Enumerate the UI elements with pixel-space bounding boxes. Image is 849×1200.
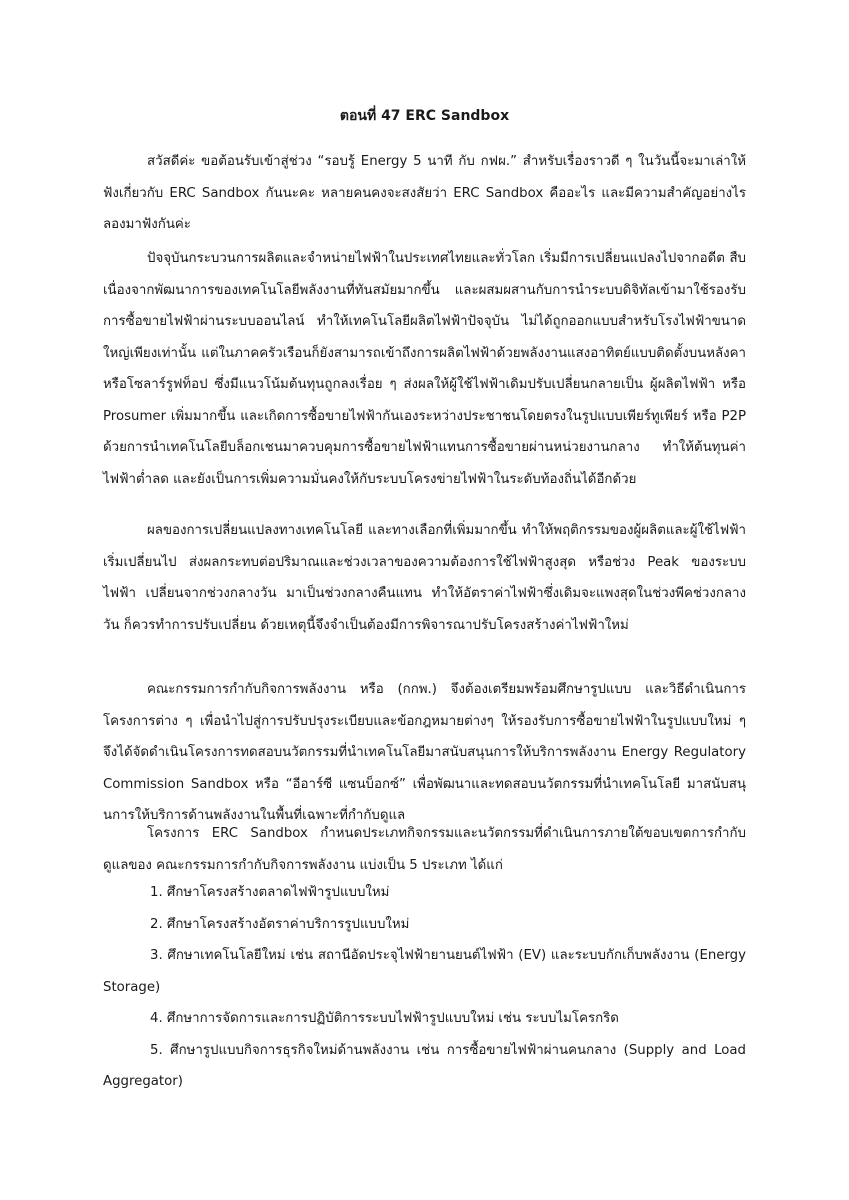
paragraph-intro: สวัสดีค่ะ ขอต้อนรับเข้าสู่ช่วง “รอบรู้ Energy 5 นาที กับ กฟผ.” สำหรับเรื่องราวดี ๆ ในวันนี้จะมาเล่าให้ฟังเกี่ยวกับ ERC Sandbox กันนะคะ หลายคนคงจะสงสัยว่า ERC Sandbox คืออะไร และมีความสำคัญอย่างไร ลองมาฟังกันค่ะ xyxy=(103,154,746,232)
paragraph-erc-sandbox-scope: โครงการ ERC Sandbox กำหนดประเภทกิจกรรมและนวัตกรรมที่ดำเนินการภายใต้ขอบเขตการกำกับดูแลของ คณะกรรมการกำกับกิจการพลังงาน แบ่งเป็น 5 ประเภท ได้แก่ xyxy=(103,826,746,873)
list-item: 1. ศึกษาโครงสร้างตลาดไฟฟ้ารูปแบบใหม่ xyxy=(150,885,390,900)
list-item: 2. ศึกษาโครงสร้างอัตราค่าบริการรูปแบบใหม่ xyxy=(150,916,410,932)
paragraph-impact: ผลของการเปลี่ยนแปลงทางเทคโนโลยี และทางเลือกที่เพิ่มมากขึ้น ทำให้พฤติกรรมของผู้ผลิตและผู้ใช้ไฟฟ้าเริ่มเปลี่ยนไป ส่งผลกระทบต่อปริมาณและช่วงเวลาของความต้องการใช้ไฟฟ้าสูงสุด หรือช่วง Peak ของระบบไฟฟ้า เปลี่ยนจากช่วงกลางวัน มาเป็นช่วงกลางคืนแทน ทำให้อัตราค่าไฟฟ้าซึ่งเดิมจะแพงสุดในช่วงพีคช่วงกลางวัน ก็ควรทำการปรับเปลี่ยน ด้วยเหตุนี้จึงจำเป็นต้องมีการพิจารณาปรับโครงสร้างค่าไฟฟ้าใหม่ xyxy=(103,523,746,633)
list-item: 3. ศึกษาเทคโนโลยีใหม่ เช่น สถานีอัดประจุไฟฟ้ายานยนต์ไฟฟ้า (EV) และระบบกักเก็บพลังงาน (Energy Storage) xyxy=(103,948,746,995)
list-item: 5. ศึกษารูปแบบกิจการธุรกิจใหม่ด้านพลังงาน เช่น การซื้อขายไฟฟ้าผ่านคนกลาง (Supply and Load Aggregator) xyxy=(103,1042,746,1089)
paragraph-erc-commission: คณะกรรมการกำกับกิจการพลังงาน หรือ (กกพ.) จึงต้องเตรียมพร้อมศึกษารูปแบบ และวิธีดำเนินการโครงการต่าง ๆ เพื่อนำไปสู่การปรับปรุงระเบียบและข้อกฎหมายต่างๆ ให้รองรับการซื้อขายไฟฟ้าในรูปแบบใหม่ ๆ จึงได้จัดดำเนินโครงการทดสอบนวัตกรรมที่นำเทคโนโลยีมาสนับสนุนการให้บริการพลังงาน Energy Regulatory Commission Sandbox หรือ “อีอาร์ซี แซนบ็อกซ์” เพื่อพัฒนาและทดสอบนวัตกรรมที่นำเทคโนโลยี มาสนับสนุนการให้บริการด้านพลังงานในพื้นที่เฉพาะที่กำกับดูแล xyxy=(103,682,746,823)
list-item: 4. ศึกษาการจัดการและการปฏิบัติการระบบไฟฟ้ารูปแบบใหม่ เช่น ระบบไมโครกริด xyxy=(150,1011,619,1026)
document-title: ตอนที่ 47 ERC Sandbox xyxy=(339,108,510,124)
sandbox-category-list xyxy=(103,877,746,1098)
paragraph-background: ปัจจุบันกระบวนการผลิตและจำหน่ายไฟฟ้าในประเทศไทยและทั่วโลก เริ่มมีการเปลี่ยนแปลงไปจากอดีต สืบเนื่องจากพัฒนาการของเทคโนโลยีพลังงานที่ทันสมัยมากขึ้น และผสมผสานกับการนำระบบดิจิทัลเข้ามาใช้รองรับการซื้อขายไฟฟ้าผ่านระบบออนไลน์ ทำให้เทคโนโลยีผลิตไฟฟ้าปัจจุบัน ไม่ได้ถูกออกแบบสำหรับโรงไฟฟ้าขนาดใหญ่เพียงเท่านั้น แต่ในภาคครัวเรือนก็ยังสามารถเข้าถึงการผลิตไฟฟ้าด้วยพลังงานแสงอาทิตย์แบบติดตั้งบนหลังคา หรือโซลาร์รูฟท็อป ซึ่งมีแนวโน้มต้นทุนถูกลงเรื่อย ๆ ส่งผลให้ผู้ใช้ไฟฟ้าเดิมปรับเปลี่ยนกลายเป็น ผู้ผลิตไฟฟ้า หรือ Prosumer เพิ่มมากขึ้น และเกิดการซื้อขายไฟฟ้ากันเองระหว่างประชาชนโดยตรงในรูปแบบเพียร์ทูเพียร์ หรือ P2P ด้วยการนำเทคโนโลยีบล็อกเชนมาควบคุมการซื้อขายไฟฟ้าแทนการซื้อขายผ่านหน่วยงานกลาง ทำให้ต้นทุนค่าไฟฟ้าต่ำลด และยังเป็นการเพิ่มความมั่นคงให้กับระบบโครงข่ายไฟฟ้าในระดับท้องถิ่นได้อีกด้วย xyxy=(103,251,746,487)
